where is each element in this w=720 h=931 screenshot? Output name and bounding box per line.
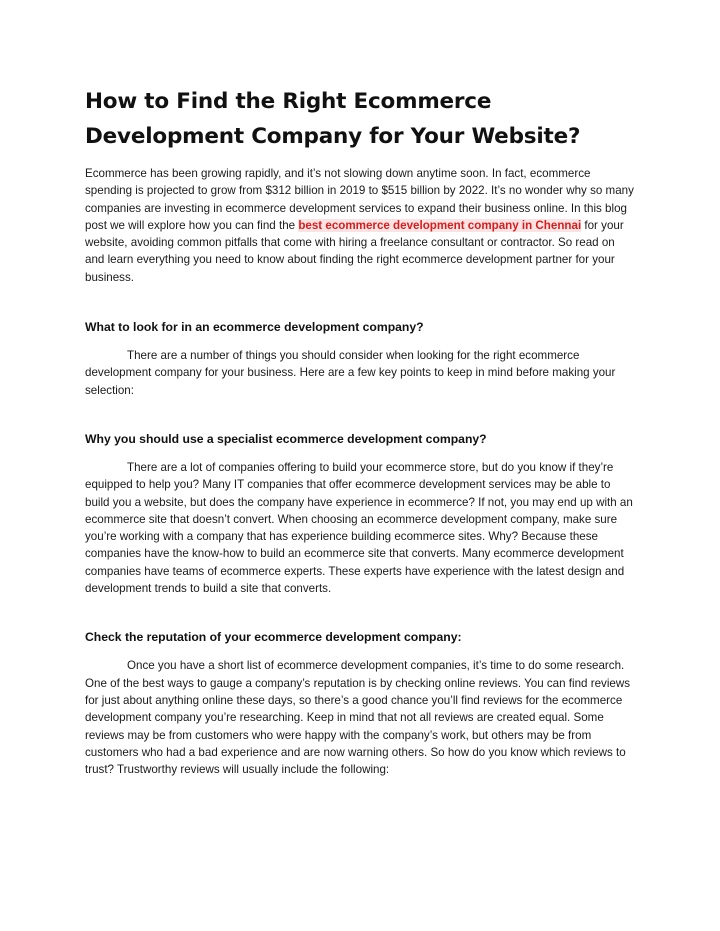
section-heading-check-reputation: Check the reputation of your ecommerce development company: [85,630,462,645]
document-page [85,84,637,778]
section-heading-what-to-look-for: What to look for in an ecommerce development company? [85,320,424,335]
best-ecommerce-company-link[interactable]: best ecommerce development company in Chennai [298,218,582,232]
section-body-why-specialist: There are a lot of companies offering to build your ecommerce store, but do you know if they’re equipped to help you? Many IT companies that offer ecommerce development services may be able to build you a website, but does the company have experience in ecommerce? If not, you may end up with an ecommerce site that doesn’t convert. When choosing an ecommerce development company, make sure you’re working with a company that has experience building ecommerce sites. Why? Because these companies have the know-how to build an ecommerce site that converts. Many ecommerce development companies have teams of ecommerce experts. These experts have experience with the latest design and development trends to build a site that converts. [85,460,633,596]
intro-text-after-link: for your website, avoiding common pitfalls that come with hiring a freelance consultant or contractor. So read on and learn everything you need to know about finding the right ecommerce development partner for your business. [85,218,624,284]
document-title: How to Find the Right Ecommerce Development Company for Your Website? [85,89,581,149]
section-heading-why-specialist: Why you should use a specialist ecommerce development company? [85,431,487,446]
intro-text-before-link: Ecommerce has been growing rapidly, and it’s not slowing down anytime soon. In fact, ecommerce spending is projected to grow from $312 billion in 2019 to $515 billion by 2022. It’s no wonder why so many companies are investing in ecommerce development services to expand their business online. In this blog post we will explore how you can find the [85,167,634,232]
intro-paragraph [85,165,637,286]
section-body-check-reputation: Once you have a short list of ecommerce development companies, it’s time to do some research. One of the best ways to gauge a company’s reputation is by checking online reviews. You can find reviews for just about anything online these days, so there’s a good chance you’ll find reviews for the ecommerce development company you’re researching. Keep in mind that not all reviews are created equal. Some reviews may be from customers who were happy with the company’s work, but others may be from customers who had a bad experience and are now warning others. So how do you know which reviews to trust? Trustworthy reviews will usually include the following: [85,659,631,777]
section-body-what-to-look-for: There are a number of things you should consider when looking for the right ecommerce development company for your business. Here are a few key points to keep in mind before making your selection: [85,349,616,397]
